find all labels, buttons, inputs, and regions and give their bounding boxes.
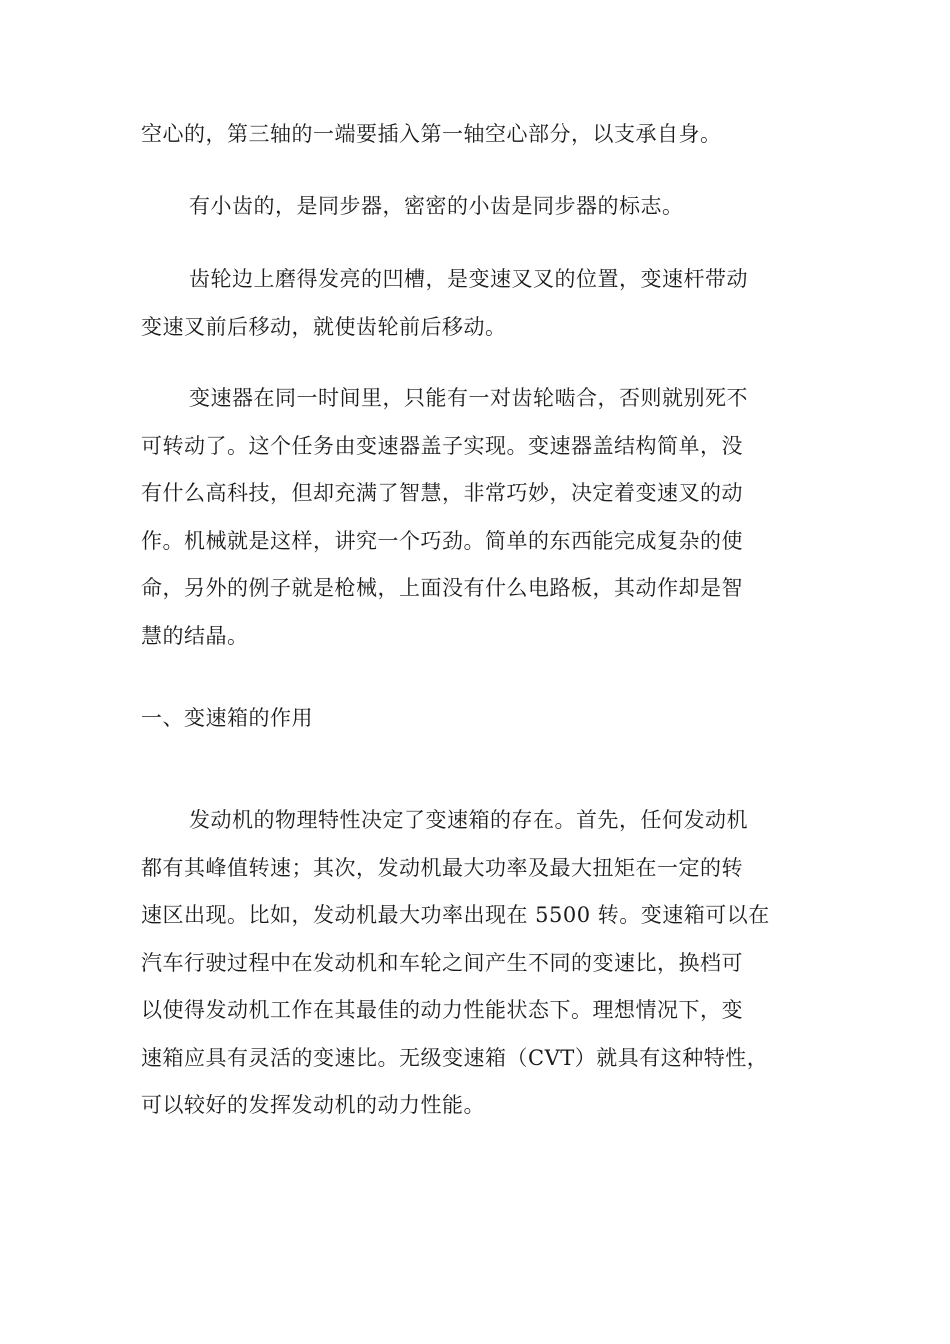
text-line: 发动机的物理特性决定了变速箱的存在。首先，任何发动机 <box>189 808 748 832</box>
text-line: 有小齿的，是同步器，密密的小齿是同步器的标志。 <box>189 194 684 218</box>
section-heading-gearbox-role <box>141 695 821 743</box>
text-line: 变速叉前后移动，就使齿轮前后移动。 <box>141 314 507 339</box>
paragraph-shift-fork-groove <box>141 256 821 351</box>
text-line: 有什么高科技，但却充满了智慧，非常巧妙，决定着变速叉的动 <box>141 481 743 505</box>
text-line: 命，另外的例子就是枪械，上面没有什么电路板，其动作却是智 <box>141 576 743 600</box>
paragraph-transmission-cover <box>141 375 821 660</box>
section-heading: 一、变速箱的作用 <box>141 706 313 730</box>
text-line: 慧的结晶。 <box>141 623 249 648</box>
text-line: 速区出现。比如，发动机最大功率出现在 5500 转。变速箱可以在 <box>141 903 770 927</box>
text-line: 都有其峰值转速；其次，发动机最大功率及最大扭矩在一定的转 <box>141 855 743 880</box>
paragraph-hollow-shaft <box>141 111 821 159</box>
text-line: 速箱应具有灵活的变速比。无级变速箱（CVT）就具有这种特性， <box>141 1045 769 1070</box>
text-line: 作。机械就是这样，讲究一个巧劲。简单的东西能完成复杂的使 <box>141 528 743 553</box>
text-line: 以使得发动机工作在其最佳的动力性能状态下。理想情况下，变 <box>141 998 743 1022</box>
text-line: 汽车行驶过程中在发动机和车轮之间产生不同的变速比，换档可 <box>141 950 743 975</box>
paragraph-synchronizer <box>141 183 821 231</box>
paragraph-engine-characteristics <box>141 797 821 1130</box>
text-line: 可转动了。这个任务由变速器盖子实现。变速器盖结构简单，没 <box>141 433 743 458</box>
text-line: 可以较好的发挥发动机的动力性能。 <box>141 1093 485 1117</box>
text-line: 变速器在同一时间里，只能有一对齿轮啮合，否则就别死不 <box>189 386 748 410</box>
text-line: 空心的，第三轴的一端要插入第一轴空心部分，以支承自身。 <box>141 122 722 146</box>
text-line: 齿轮边上磨得发亮的凹槽，是变速叉叉的位置，变速杆带动 <box>189 267 748 291</box>
